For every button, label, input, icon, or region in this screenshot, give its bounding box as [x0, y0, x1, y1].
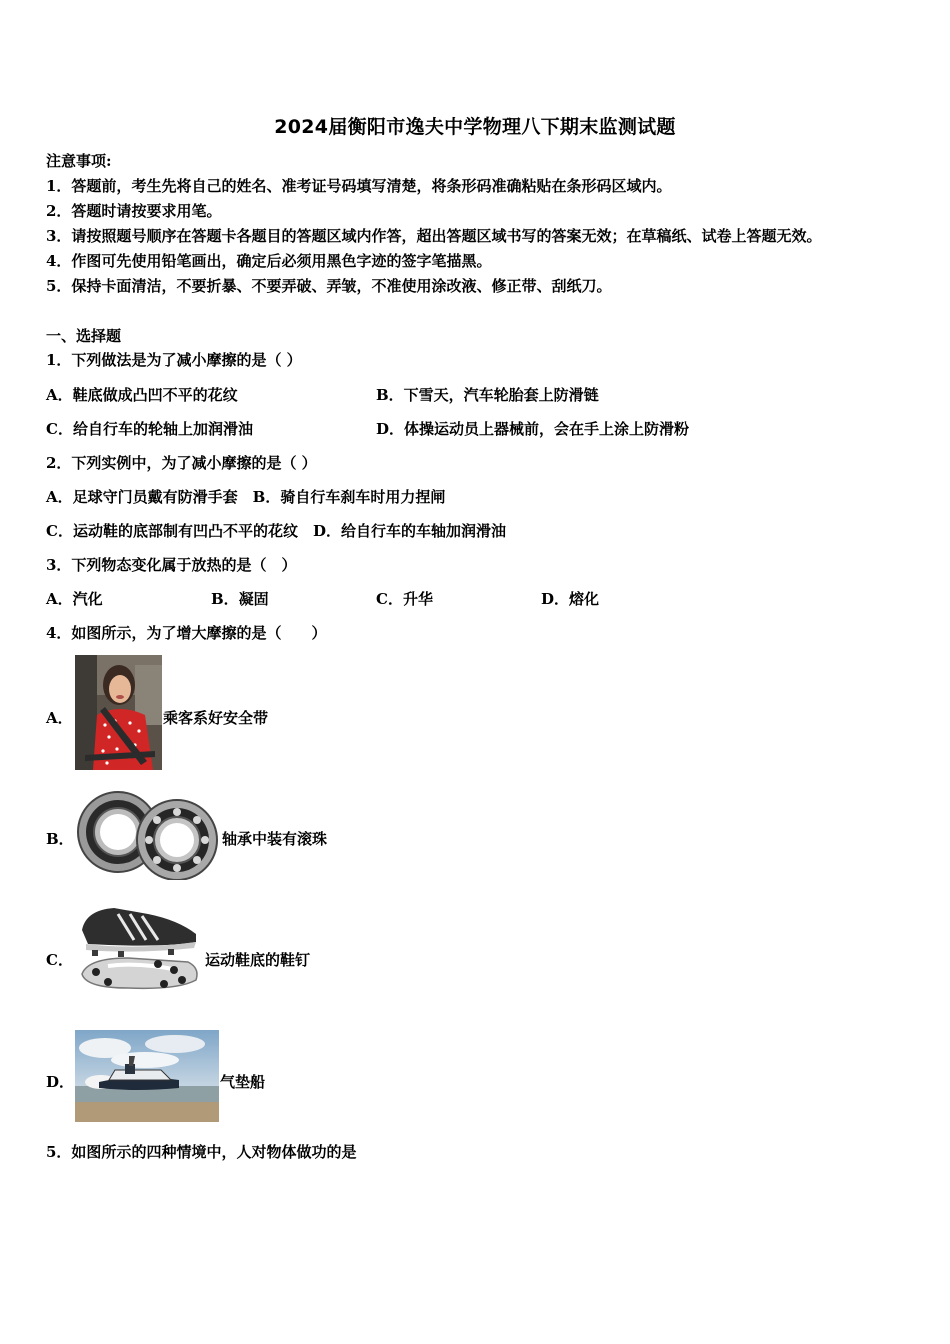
notice-item: 4．作图可先使用铅笔画出，确定后必须用黑色字迹的签字笔描黑。: [46, 252, 492, 270]
q4-option-b-text: 轴承中装有滚珠: [222, 830, 328, 848]
q1-option-b: B．下雪天，汽车轮胎套上防滑链: [376, 386, 599, 404]
soccer-cleats-image: [78, 900, 202, 996]
q4-option-a-text: 乘客系好安全带: [163, 709, 269, 727]
q4-option-a-label: A．: [46, 709, 73, 727]
notice-item: 1．答题前，考生先将自己的姓名、准考证号码填写清楚，将条形码准确粘贴在条形码区域内。: [46, 177, 672, 195]
question-2-stem: 2．下列实例中，为了减小摩擦的是（ ）: [46, 454, 317, 472]
q2-options-ab: A．足球守门员戴有防滑手套 B．骑自行车刹车时用力捏闸: [46, 488, 446, 506]
page-title: 2024届衡阳市逸夫中学物理八下期末监测试题: [274, 116, 676, 138]
q3-option-b: B．凝固: [211, 590, 269, 608]
notice-item: 3．请按照题号顺序在答题卡各题目的答题区域内作答，超出答题区域书写的答案无效；在草稿纸、试卷上答题无效。: [46, 227, 822, 245]
notice-item: 5．保持卡面清洁，不要折暴、不要弄破、弄皱，不准使用涂改液、修正带、刮纸刀。: [46, 277, 612, 295]
q4-option-d-text: 气垫船: [220, 1073, 266, 1091]
question-4-stem: 4．如图所示，为了增大摩擦的是（ ）: [46, 624, 327, 642]
q4-option-d-label: D．: [46, 1073, 75, 1091]
q4-option-c-label: C．: [46, 951, 73, 969]
q1-option-d: D．体操运动员上器械前，会在手上涂上防滑粉: [376, 420, 690, 438]
question-1-stem: 1．下列做法是为了减小摩擦的是（ ）: [46, 351, 302, 369]
seatbelt-child-image: [75, 655, 162, 770]
q1-option-a: A．鞋底做成凸凹不平的花纹: [46, 386, 238, 404]
question-5-stem: 5．如图所示的四种情境中，人对物体做功的是: [46, 1143, 357, 1161]
q1-option-c: C．给自行车的轮轴上加润滑油: [46, 420, 253, 438]
hovercraft-image: [75, 1030, 219, 1122]
q2-options-cd: C．运动鞋的底部制有凹凸不平的花纹 D．给自行车的车轴加润滑油: [46, 522, 506, 540]
q4-option-c-text: 运动鞋底的鞋钉: [205, 951, 311, 969]
q3-option-a: A．汽化: [46, 590, 103, 608]
notice-item: 2．答题时请按要求用笔。: [46, 202, 222, 220]
ball-bearing-image: [75, 790, 220, 880]
question-3-stem: 3．下列物态变化属于放热的是（ ）: [46, 556, 297, 574]
q3-option-c: C．升华: [376, 590, 433, 608]
q4-option-b-label: B．: [46, 830, 74, 848]
section-heading: 一、选择题: [46, 327, 122, 345]
notice-heading: 注意事项:: [46, 152, 112, 170]
q3-option-d: D．熔化: [541, 590, 600, 608]
